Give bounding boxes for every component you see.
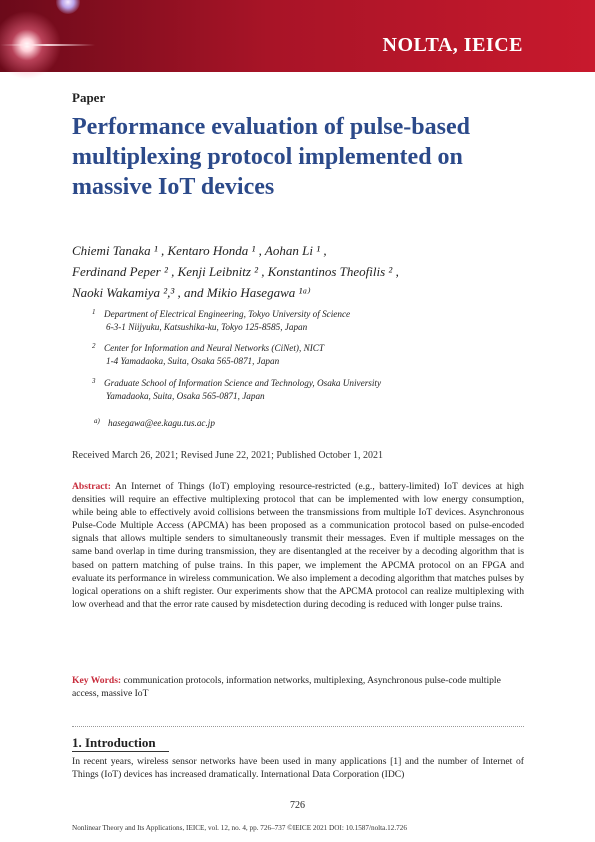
light-streak-graphic <box>0 44 95 46</box>
affiliation-name: Graduate School of Information Science and Technology, Osaka University <box>104 378 382 388</box>
journal-name: NOLTA, IEICE <box>382 34 523 56</box>
corresponding-email <box>94 417 215 430</box>
author-line: Naoki Wakamiya ²,³ , and Mikio Hasegawa ¹ᵃ⁾ <box>72 285 311 300</box>
author-line: Chiemi Tanaka ¹ , Kentaro Honda ¹ , Aohan Li ¹ , <box>72 243 327 258</box>
affiliation-address: 1-4 Yamadaoka, Suita, Osaka 565-0871, Japan <box>106 355 280 366</box>
email-address[interactable]: hasegawa@ee.kagu.tus.ac.jp <box>108 418 215 428</box>
affiliation-name: Department of Electrical Engineering, Tokyo University of Science <box>104 309 351 319</box>
keywords <box>72 674 524 700</box>
affiliation-1 <box>92 308 350 333</box>
author-list <box>72 240 399 303</box>
section-heading: 1. Introduction <box>72 735 156 750</box>
affiliation-address: 6-3-1 Niijyuku, Katsushika-ku, Tokyo 125-8585, Japan <box>106 321 308 332</box>
affiliation-number: 2 <box>92 342 96 350</box>
title-line: Performance evaluation of pulse-based <box>72 114 470 140</box>
author-line: Ferdinand Peper ² , Kenji Leibnitz ² , Konstantinos Theofilis ² , <box>72 264 399 279</box>
keywords-label: Key Words: <box>72 675 122 686</box>
page-number: 726 <box>290 800 305 811</box>
journal-footer: Nonlinear Theory and Its Applications, IEICE, vol. 12, no. 4, pp. 726–737 ©IEICE 2021 DOI: 10.1587/nolta.12.726 <box>72 824 407 832</box>
paper-type: Paper <box>72 90 106 105</box>
affiliation-address: Yamadaoka, Suita, Osaka 565-0871, Japan <box>106 390 265 401</box>
affiliation-number: 3 <box>92 377 96 385</box>
small-flare-graphic <box>56 0 80 14</box>
publication-dates: Received March 26, 2021; Revised June 22, 2021; Published October 1, 2021 <box>72 450 384 461</box>
introduction-text: In recent years, wireless sensor networks have been used in many applications [1] and the number of Internet of Things (IoT) devices has increased dramatically. International Data Corporation (IDC) <box>72 756 524 781</box>
abstract <box>72 480 524 611</box>
keywords-text: communication protocols, information networks, multiplexing, Asynchronous pulse-code multiple access, massive IoT <box>72 675 501 700</box>
dotted-divider <box>72 726 524 727</box>
abstract-label: Abstract: <box>72 481 111 492</box>
affiliation-2 <box>92 342 324 367</box>
title-line: multiplexing protocol implemented on <box>72 144 463 170</box>
abstract-text: An Internet of Things (IoT) employing resource-restricted (e.g., battery-limited) IoT devices at high densities will require an effective multiplexing protocol that can be implemented with low energy consumption, while being able to effectively avoid collisions between the transmissions from multiple IoT devices. Asynchronous Pulse-Code Multiple Access (APCMA) has been proposed as a communication protocol based on pulse-encoded signals that allows multiple senders to simultaneously transmit their messages. Even if multiple messages on the same band overlap in time during transmission, they are disentangled at the receiver by a decoding algorithm that is based on pattern matching of pulse trains. In this paper, we implement the APCMA protocol on an FPGA and evaluate its performance in wireless communication. We also implement a decoding algorithm that matches pulses by logical operations on a shift register. Our experiments show that the APCMA protocol can realize multiplexing with low overhead and that the error rate caused by misdetection during decoding is reduced with longer pulse trains. <box>72 481 524 610</box>
section-underline <box>72 751 169 752</box>
affiliation-3 <box>92 377 381 402</box>
title-line: massive IoT devices <box>72 174 275 200</box>
email-marker: a) <box>94 417 100 425</box>
affiliation-name: Center for Information and Neural Networks (CiNet), NICT <box>104 343 324 353</box>
affiliation-number: 1 <box>92 308 96 316</box>
journal-banner <box>0 0 595 72</box>
paper-title <box>72 112 532 202</box>
